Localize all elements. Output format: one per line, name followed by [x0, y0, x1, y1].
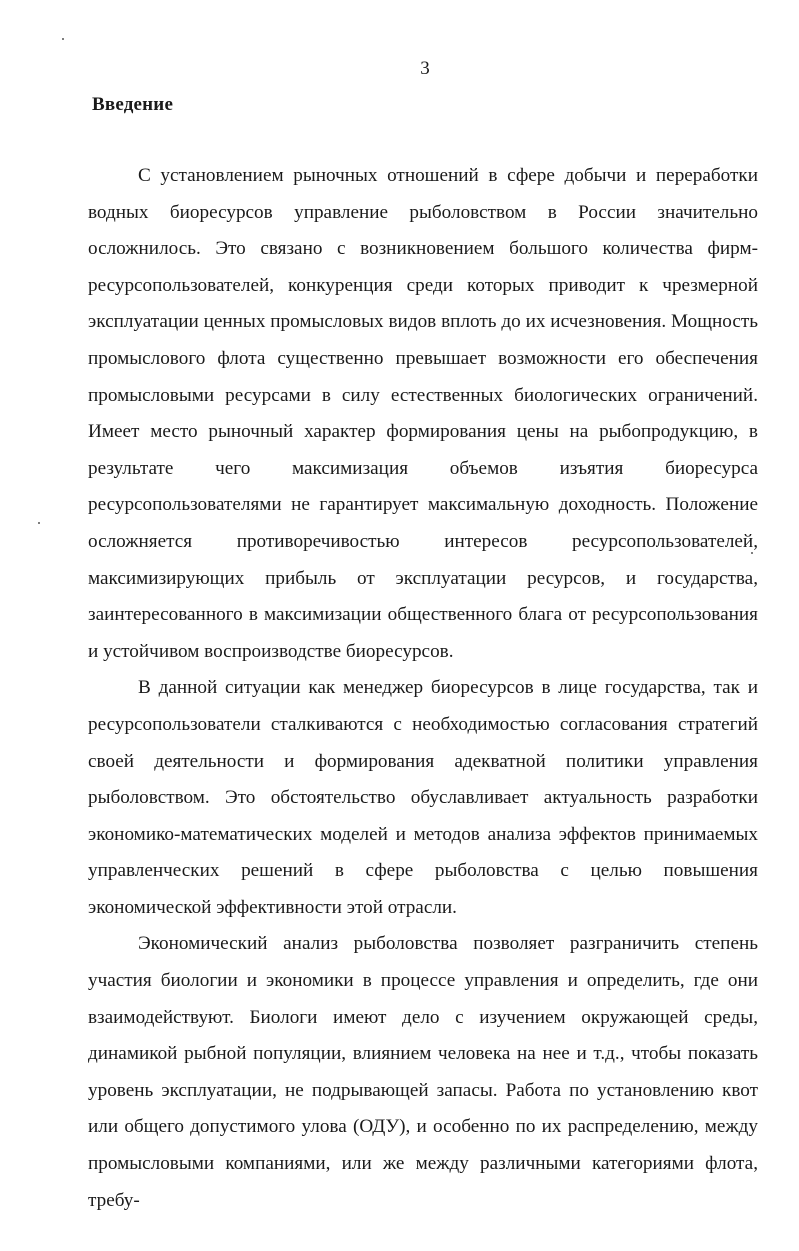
section-heading: Введение — [92, 94, 174, 115]
scan-speck — [62, 38, 64, 40]
paragraph-2: В данной ситуации как менеджер биоресурсов в лице государства, так и ресурсопользователи сталкиваются с необходимостью согласования стратегий своей деятельности и формирования адекватной политики управления рыболовством. Это обстоятельство обуславливает актуальность разработки экономико-математических моделей и методов анализа эффектов принимаемых управленческих решений в сфере рыболовства с целью повышения экономической эффективности этой отрасли. — [88, 677, 758, 918]
page-number: 3 — [420, 58, 430, 79]
scan-speck — [38, 522, 40, 524]
paragraph-3: Экономический анализ рыболовства позволяет разграничить степень участия биологии и экономики в процессе управления и определить, где они взаимодействуют. Биологи имеют дело с изучением окружающей среды, динамикой рыбной популяции, влиянием человека на нее и т.д., чтобы показать уровень эксплуатации, не подрывающей запасы. Работа по установлению квот или общего допустимого улова (ОДУ), и особенно по их распределению, между промысловыми компаниями, или же между различными категориями флота, требу- — [88, 933, 758, 1211]
paragraph-1: С установлением рыночных отношений в сфере добычи и переработки водных биоресурсов управление рыболовством в России значительно осложнилось. Это связано с возникновением большого количества фирм-ресурсопользователей, конкуренция среди которых приводит к чрезмерной эксплуатации ценных промысловых видов вплоть до их исчезновения. Мощность промыслового флота существенно превышает возможности его обеспечения промысловыми ресурсами в силу естественных биологических ограничений. Имеет место рыночный характер формирования цены на рыбопродукцию, в результате чего максимизация объемов изъятия биоресурса ресурсопользователями не гарантирует максимальную доходность. Положение осложняется противоречивостью интересов ресурсопользователей, максимизирующих прибыль от эксплуатации ресурсов, и государства, заинтересованного в максимизации общественного блага от ресурсопользования и устойчивом воспроизводстве биоресурсов. — [88, 165, 758, 662]
scan-speck — [751, 552, 753, 554]
body-text — [88, 158, 758, 1219]
